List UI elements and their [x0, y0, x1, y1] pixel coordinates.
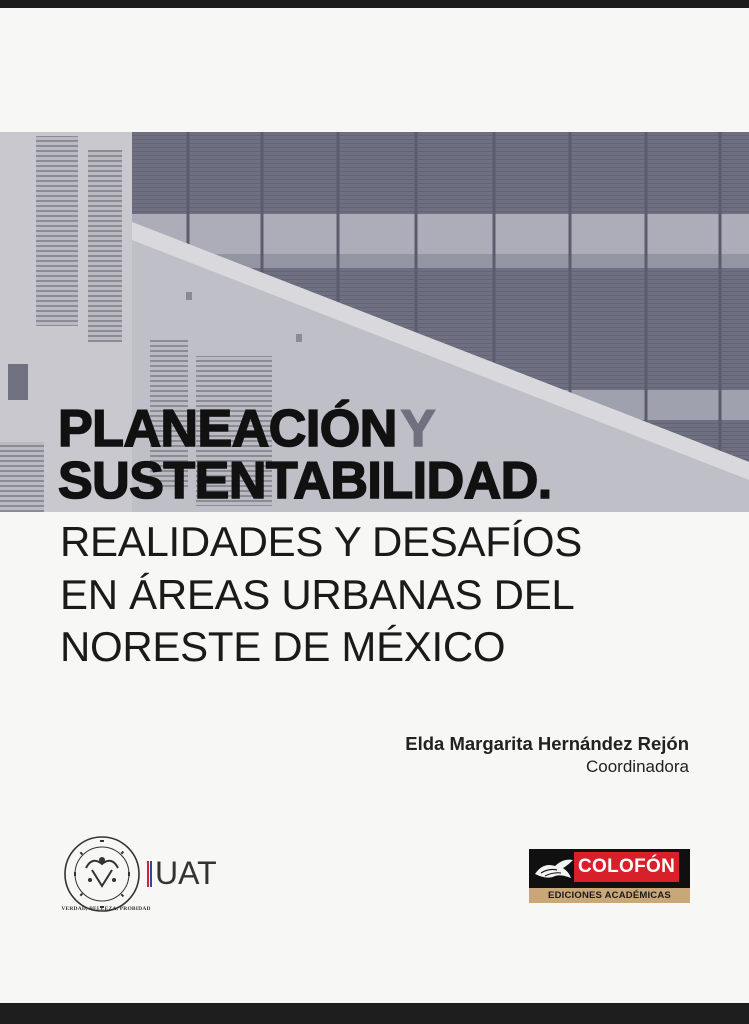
title-connector: Y	[400, 400, 435, 458]
publisher-name: COLOFÓN	[574, 852, 679, 882]
publisher-logo	[529, 849, 690, 903]
title-word-planeacion: PLANEACIÓN	[58, 400, 397, 458]
subtitle-line-2: EN ÁREAS URBANAS DEL	[60, 571, 575, 618]
title-line-1	[58, 400, 738, 458]
subtitle-line-3: NORESTE DE MÉXICO	[60, 623, 506, 670]
publisher-tagline: EDICIONES ACADÉMICAS	[529, 888, 690, 903]
subtitle-line-1: REALIDADES Y DESAFÍOS	[60, 518, 583, 565]
top-edge	[0, 0, 749, 8]
publisher-logo-top	[529, 849, 690, 888]
title-line-2: SUSTENTABILIDAD.	[58, 452, 552, 510]
university-motto: VERDAD, BELLEZA, PROBIDAD	[61, 906, 151, 912]
author-name: Elda Margarita Hernández Rejón	[405, 733, 689, 754]
uat-logo-bars-icon	[147, 861, 153, 887]
university-seal-icon	[62, 834, 142, 914]
author-role: Coordinadora	[585, 757, 689, 776]
uat-logo-text: UAT	[155, 855, 217, 891]
bird-icon	[533, 854, 575, 884]
bottom-edge	[0, 1003, 749, 1024]
